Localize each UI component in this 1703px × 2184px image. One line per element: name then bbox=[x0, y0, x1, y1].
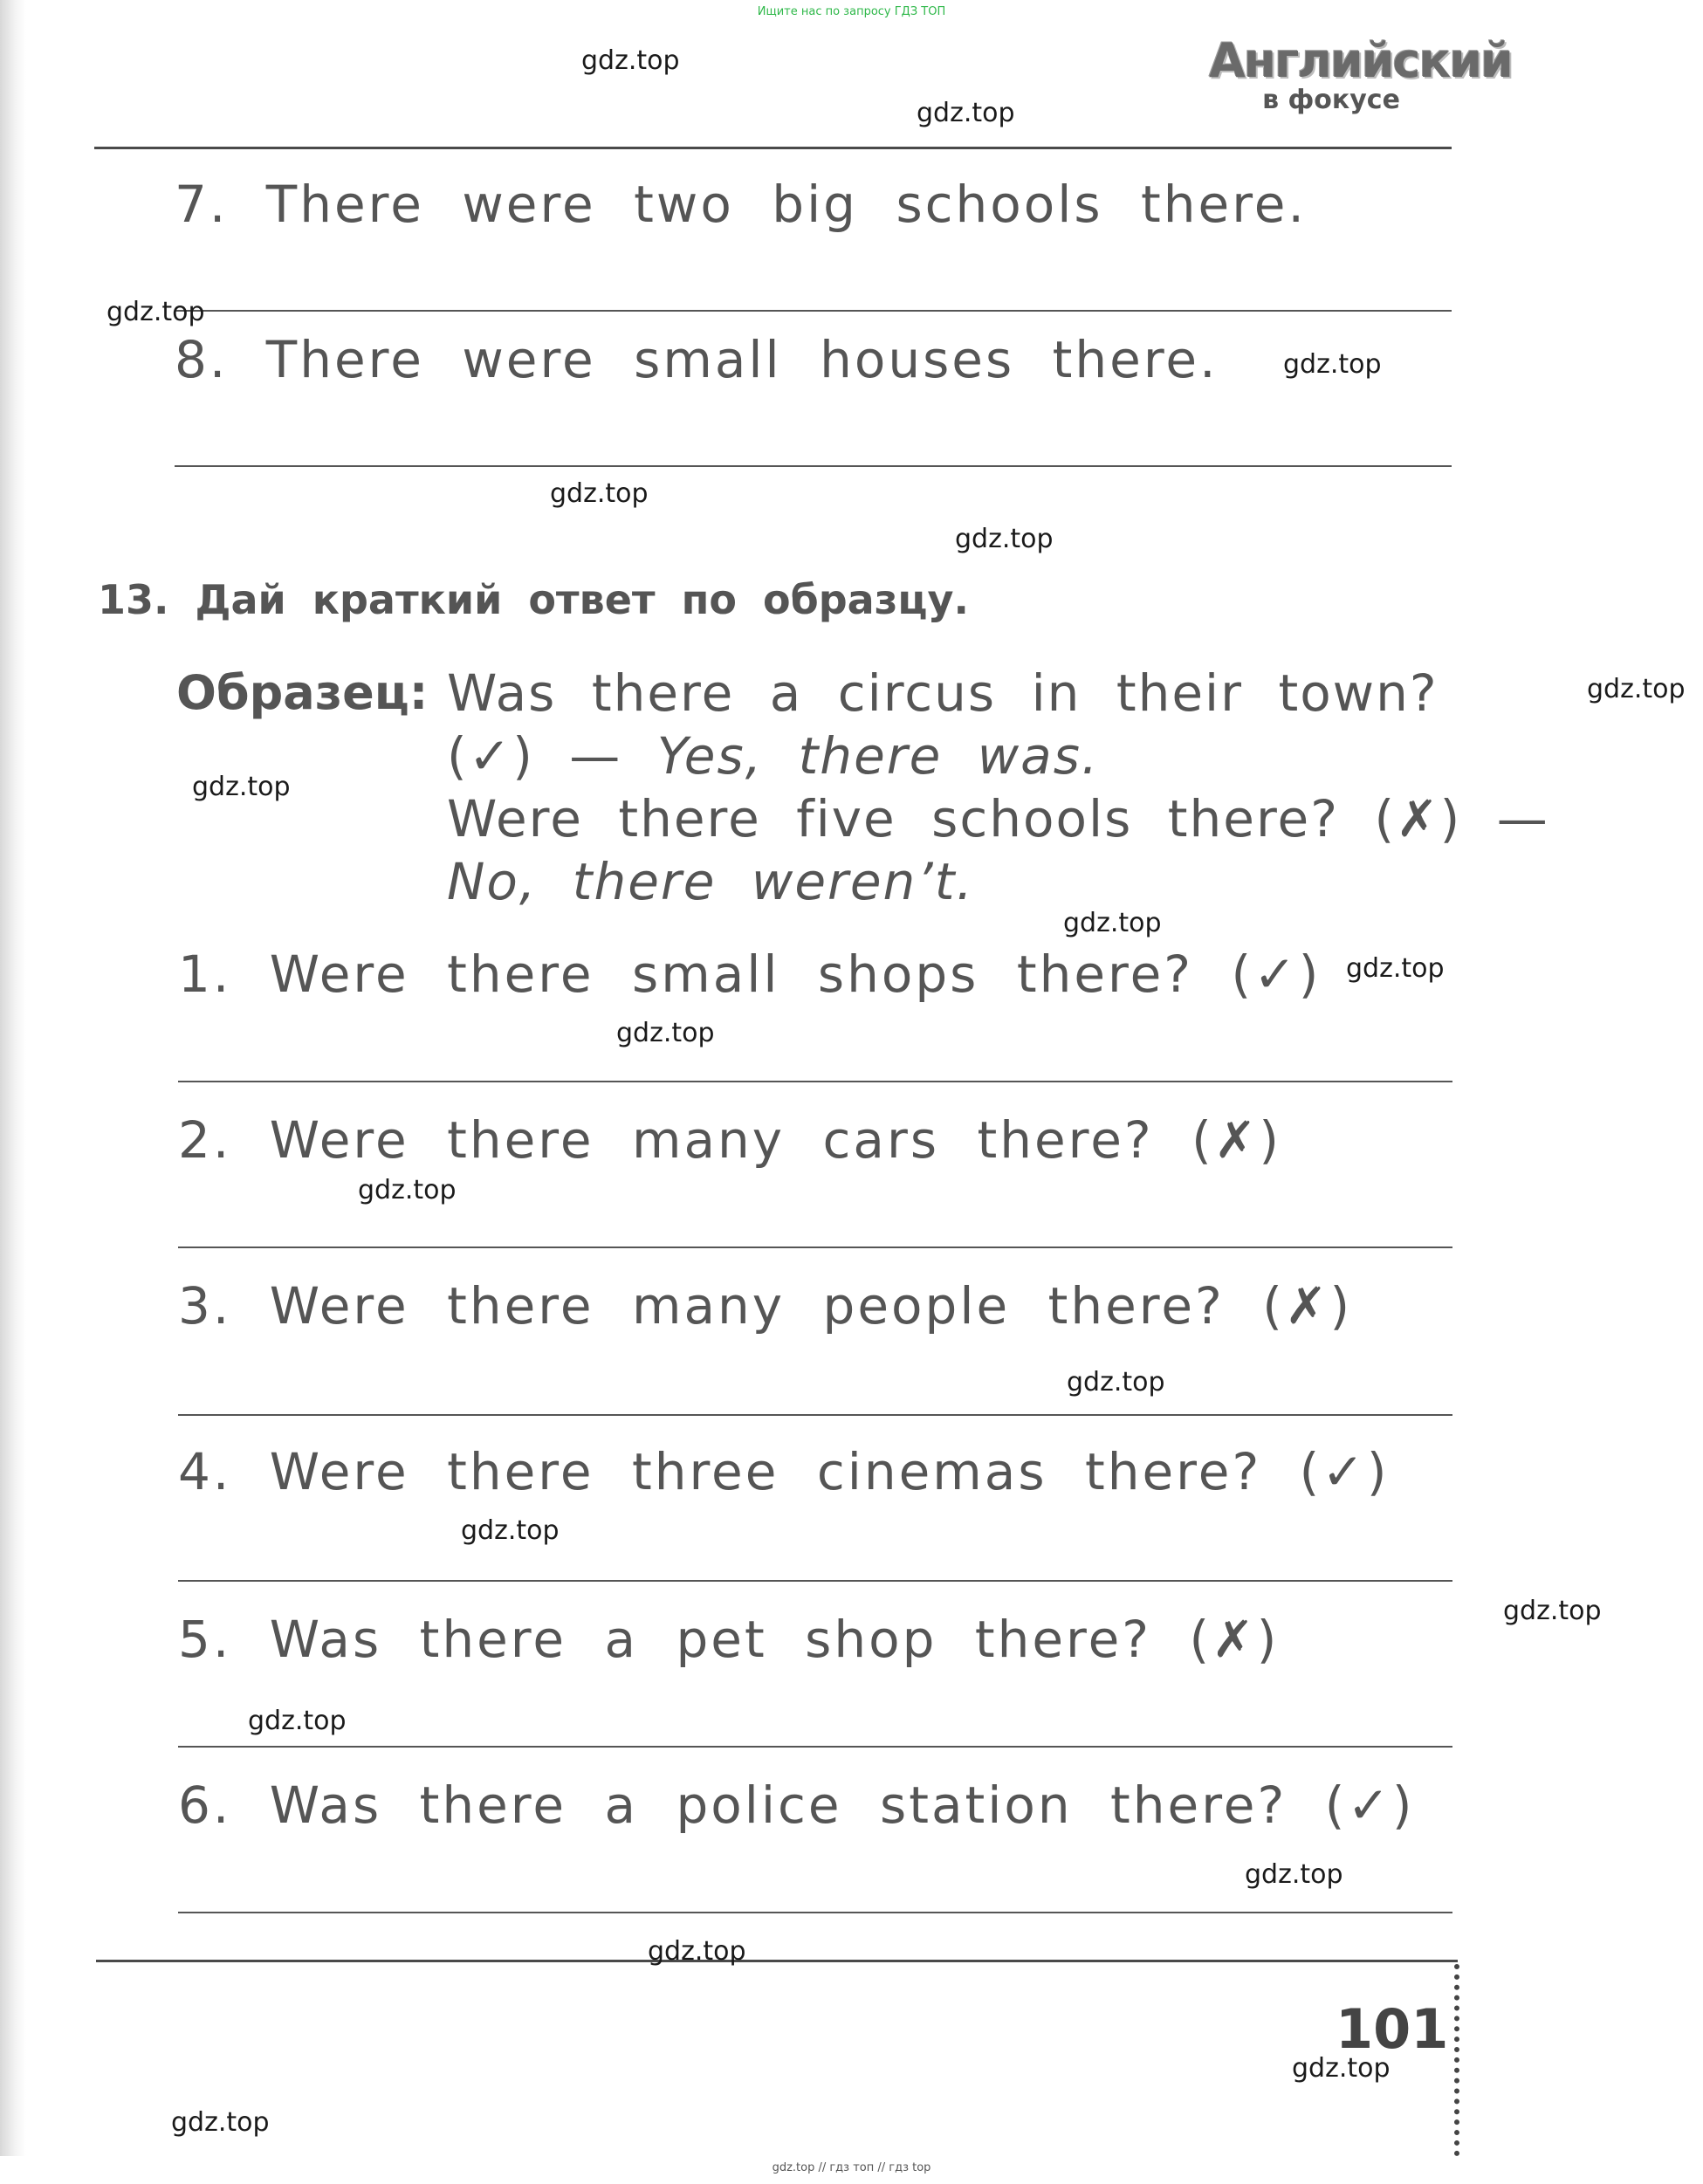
header-rule bbox=[94, 147, 1452, 149]
item-text: Was there a pet shop there? (✗) bbox=[269, 1610, 1280, 1669]
watermark: gdz.top bbox=[1283, 349, 1382, 380]
answer-line[interactable] bbox=[178, 1081, 1452, 1082]
previous-item-7 bbox=[175, 175, 1307, 234]
watermark: gdz.top bbox=[1346, 953, 1445, 984]
answer-line[interactable] bbox=[178, 1414, 1452, 1416]
watermark: gdz.top bbox=[1063, 908, 1162, 938]
watermark: gdz.top bbox=[616, 1018, 715, 1048]
item-number: 7. bbox=[175, 175, 229, 234]
watermark: gdz.top bbox=[917, 98, 1015, 128]
item-text: Was there a police station there? (✓) bbox=[269, 1775, 1415, 1835]
book-logo bbox=[1209, 33, 1512, 115]
watermark: gdz.top bbox=[1503, 1596, 1602, 1626]
exercise-item-2 bbox=[178, 1110, 1281, 1170]
answer-line bbox=[175, 310, 1452, 312]
watermark: gdz.top bbox=[1587, 674, 1686, 704]
sample-line-1 bbox=[447, 663, 1439, 723]
answer-line[interactable] bbox=[178, 1746, 1452, 1748]
page-number: 101 bbox=[1336, 1997, 1449, 2061]
watermark: gdz.top bbox=[1245, 1859, 1343, 1890]
watermark: gdz.top bbox=[581, 45, 680, 76]
task-instruction: Дай краткий ответ по образцу. bbox=[195, 576, 969, 623]
footer-rule bbox=[96, 1960, 1458, 1962]
item-number: 3. bbox=[178, 1276, 232, 1336]
watermark: gdz.top bbox=[648, 1936, 746, 1967]
watermark: gdz.top bbox=[171, 2107, 270, 2138]
answer-line[interactable] bbox=[178, 1580, 1452, 1582]
sample-question: Was there a circus in their town? bbox=[447, 663, 1439, 723]
item-text: Were there small shops there? (✓) bbox=[269, 944, 1322, 1004]
previous-item-8 bbox=[175, 330, 1219, 389]
sample-mark: (✓) — bbox=[447, 726, 657, 786]
bottom-banner: gdz.top // гдз топ // гдз top bbox=[772, 2161, 931, 2174]
item-text: There were small houses there. bbox=[265, 330, 1219, 389]
item-text: Were there many cars there? (✗) bbox=[269, 1110, 1281, 1170]
logo-subtitle: в фокусе bbox=[1262, 85, 1400, 115]
watermark: gdz.top bbox=[358, 1175, 457, 1205]
item-number: 5. bbox=[178, 1610, 232, 1669]
exercise-item-4 bbox=[178, 1442, 1390, 1501]
exercise-item-6 bbox=[178, 1775, 1415, 1835]
sample-label: Образец: bbox=[176, 665, 429, 720]
page-dotted-edge bbox=[1454, 1964, 1459, 2156]
item-number: 1. bbox=[178, 944, 232, 1004]
item-number: 6. bbox=[178, 1775, 232, 1835]
item-number: 2. bbox=[178, 1110, 232, 1170]
page-edge-shadow bbox=[0, 0, 26, 2156]
watermark: gdz.top bbox=[248, 1706, 347, 1736]
sample-line-3 bbox=[447, 789, 1549, 848]
top-banner: Ищите нас по запросу ГДЗ ТОП bbox=[757, 5, 946, 18]
item-text: Were there three cinemas there? (✓) bbox=[269, 1442, 1390, 1501]
watermark: gdz.top bbox=[1292, 2053, 1391, 2084]
watermark: gdz.top bbox=[106, 297, 205, 327]
sample-question: Were there five schools there? (✗) — bbox=[447, 789, 1549, 848]
exercise-item-3 bbox=[178, 1276, 1352, 1336]
answer-line bbox=[175, 465, 1452, 467]
sample-answer: No, there weren’t. bbox=[447, 852, 974, 911]
logo-title: Английский bbox=[1209, 33, 1512, 88]
task-heading bbox=[98, 576, 969, 623]
exercise-item-1 bbox=[178, 944, 1321, 1004]
sample-line-2 bbox=[447, 726, 1099, 786]
exercise-item-5 bbox=[178, 1610, 1279, 1669]
answer-line[interactable] bbox=[178, 1912, 1452, 1913]
item-text: There were two big schools there. bbox=[265, 175, 1307, 234]
watermark: gdz.top bbox=[461, 1515, 560, 1546]
watermark: gdz.top bbox=[192, 772, 291, 802]
sample-line-4 bbox=[447, 852, 974, 911]
watermark: gdz.top bbox=[550, 478, 649, 509]
item-number: 4. bbox=[178, 1442, 232, 1501]
watermark: gdz.top bbox=[1067, 1367, 1165, 1398]
sample-answer: Yes, there was. bbox=[656, 726, 1100, 786]
item-text: Were there many people there? (✗) bbox=[269, 1276, 1353, 1336]
item-number: 8. bbox=[175, 330, 229, 389]
watermark: gdz.top bbox=[955, 524, 1054, 554]
answer-line[interactable] bbox=[178, 1247, 1452, 1248]
task-number: 13. bbox=[98, 576, 169, 623]
